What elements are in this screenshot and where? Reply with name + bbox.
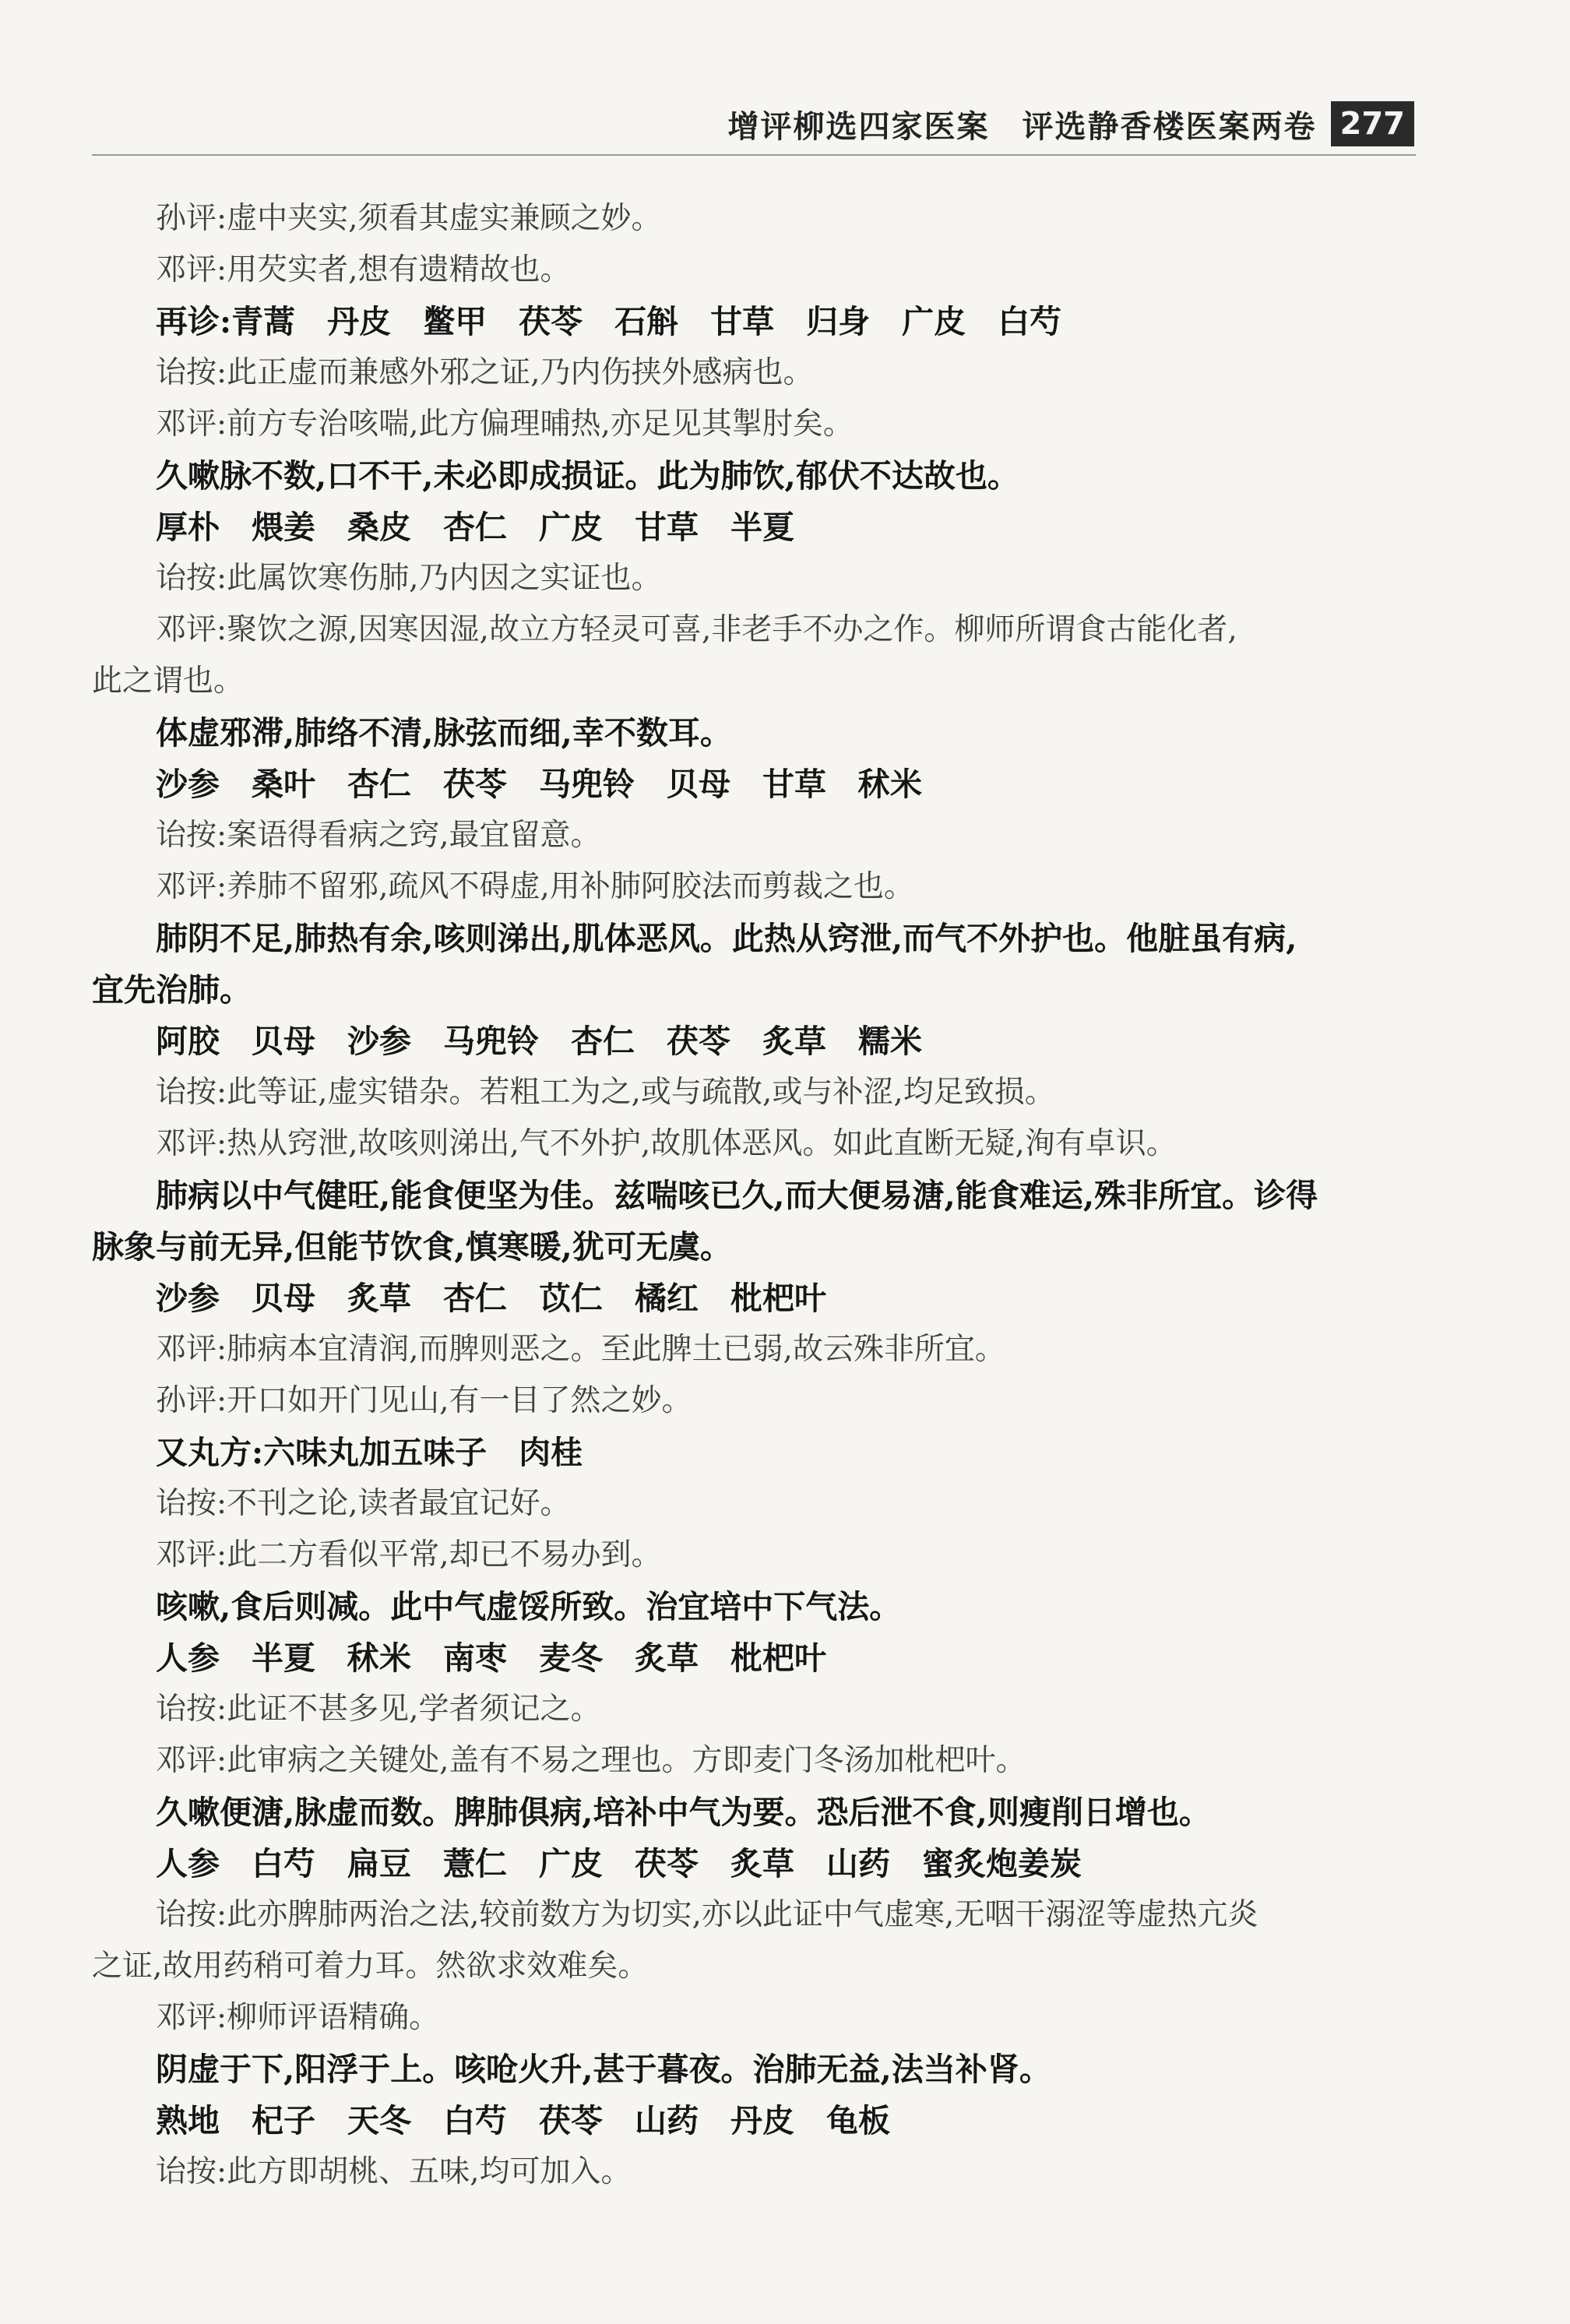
case-text-line: 阴虚于下,阳浮于上。咳呛火升,甚于暮夜。治肺无益,法当补肾。 bbox=[156, 2051, 1051, 2088]
commentary-line: 诒按:此正虚而兼感外邪之证,乃内伤挟外感病也。 bbox=[156, 355, 814, 390]
herb-list-line: 人参 白芍 扁豆 薏仁 广皮 茯苓 炙草 山药 蜜炙炮姜炭 bbox=[156, 1845, 1082, 1882]
herb-list-line: 再诊:青蒿 丹皮 鳖甲 茯苓 石斛 甘草 归身 广皮 白芍 bbox=[156, 303, 1062, 340]
commentary-line: 邓评:柳师评语精确。 bbox=[156, 2000, 440, 2035]
case-text-line: 久嗽脉不数,口不干,未必即成损证。此为肺饮,郁伏不达故也。 bbox=[156, 457, 1019, 495]
commentary-line: 孙评:开口如开门见山,有一目了然之妙。 bbox=[156, 1383, 692, 1418]
case-text-line: 久嗽便溏,脉虚而数。脾肺俱病,培补中气为要。恐后泄不食,则瘦削日增也。 bbox=[156, 1794, 1211, 1831]
commentary-line: 之证,故用药稍可着力耳。然欲求效难矣。 bbox=[92, 1949, 649, 1984]
case-text-line: 宜先治肺。 bbox=[92, 971, 252, 1009]
case-text-line: 又丸方:六味丸加五味子 肉桂 bbox=[156, 1434, 583, 1471]
commentary-line: 诒按:此证不甚多见,学者须记之。 bbox=[156, 1692, 601, 1727]
commentary-line: 孙评:虚中夹实,须看其虚实兼顾之妙。 bbox=[156, 201, 662, 236]
header-rule bbox=[92, 154, 1416, 156]
header-title: 增评柳选四家医案 评选静香楼医案两卷 bbox=[727, 108, 1317, 145]
herb-list-line: 厚朴 煨姜 桑皮 杏仁 广皮 甘草 半夏 bbox=[156, 509, 794, 546]
commentary-line: 邓评:用芡实者,想有遗精故也。 bbox=[156, 252, 571, 287]
commentary-line: 邓评:热从窍泄,故咳则涕出,气不外护,故肌体恶风。如此直断无疑,洵有卓识。 bbox=[156, 1126, 1177, 1161]
herb-list-line: 沙参 桑叶 杏仁 茯苓 马兜铃 贝母 甘草 秫米 bbox=[156, 766, 922, 803]
herb-list-line: 沙参 贝母 炙草 杏仁 苡仁 橘红 枇杷叶 bbox=[156, 1280, 826, 1317]
commentary-line: 此之谓也。 bbox=[92, 664, 245, 699]
case-text-line: 肺阴不足,肺热有余,咳则涕出,肌体恶风。此热从窍泄,而气不外护也。他脏虽有病, bbox=[156, 920, 1297, 957]
commentary-line: 邓评:肺病本宜清润,而脾则恶之。至此脾土已弱,故云殊非所宜。 bbox=[156, 1332, 1005, 1367]
commentary-line: 诒按:案语得看病之窍,最宜留意。 bbox=[156, 818, 601, 853]
commentary-line: 邓评:聚饮之源,因寒因湿,故立方轻灵可喜,非老手不办之作。柳师所谓食古能化者, bbox=[156, 612, 1237, 647]
commentary-line: 邓评:此审病之关键处,盖有不易之理也。方即麦门冬汤加枇杷叶。 bbox=[156, 1743, 1026, 1778]
commentary-line: 邓评:养肺不留邪,疏风不碍虚,用补肺阿胶法而剪裁之也。 bbox=[156, 869, 914, 904]
commentary-line: 诒按:此方即胡桃、五味,均可加入。 bbox=[156, 2154, 632, 2189]
commentary-line: 邓评:此二方看似平常,却已不易办到。 bbox=[156, 1537, 662, 1572]
case-text-line: 体虚邪滞,肺络不清,脉弦而细,幸不数耳。 bbox=[156, 714, 732, 752]
case-text-line: 咳嗽,食后则减。此中气虚馁所致。治宜培中下气法。 bbox=[156, 1588, 902, 1625]
page-number: 277 bbox=[1331, 101, 1415, 146]
commentary-line: 诒按:不刊之论,读者最宜记好。 bbox=[156, 1486, 571, 1521]
case-text-line: 肺病以中气健旺,能食便坚为佳。兹喘咳已久,而大便易溏,能食难运,殊非所宜。诊得 bbox=[156, 1177, 1318, 1214]
commentary-line: 邓评:前方专治咳喘,此方偏理晡热,亦足见其掣肘矣。 bbox=[156, 407, 854, 442]
commentary-line: 诒按:此属饮寒伤肺,乃内因之实证也。 bbox=[156, 561, 662, 596]
page-body bbox=[92, 193, 1424, 2198]
case-text-line: 脉象与前无异,但能节饮食,慎寒暖,犹可无虞。 bbox=[92, 1228, 732, 1266]
running-header bbox=[728, 101, 1415, 146]
herb-list-line: 阿胶 贝母 沙参 马兜铃 杏仁 茯苓 炙草 糯米 bbox=[156, 1023, 922, 1060]
herb-list-line: 人参 半夏 秫米 南枣 麦冬 炙草 枇杷叶 bbox=[156, 1639, 826, 1677]
commentary-line: 诒按:此亦脾肺两治之法,较前数方为切实,亦以此证中气虚寒,无咽干溺涩等虚热亢炎 bbox=[156, 1897, 1258, 1932]
herb-list-line: 熟地 杞子 天冬 白芍 茯苓 山药 丹皮 龟板 bbox=[156, 2102, 890, 2139]
commentary-line: 诒按:此等证,虚实错杂。若粗工为之,或与疏散,或与补涩,均足致损。 bbox=[156, 1075, 1055, 1110]
